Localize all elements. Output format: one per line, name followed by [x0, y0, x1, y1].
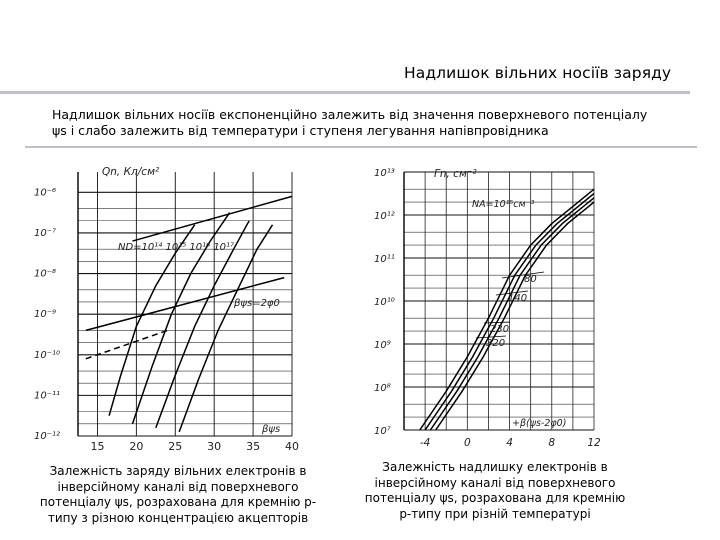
temperature-label: 230	[490, 324, 510, 335]
right-figure-caption: Залежність надлишку електронів в інверсійному каналі від поверхневого потенціалу ψs, розрахована для кремнію р-типу при різній температурі	[364, 460, 626, 521]
x-tick-label: 0	[463, 437, 471, 449]
y-tick-label: 10¹⁰	[374, 297, 395, 308]
y-tick-label: 10⁻⁹	[34, 309, 57, 321]
intro-divider	[25, 146, 697, 148]
na-legend-label: NA=10¹⁵см⁻³	[472, 199, 535, 210]
y-tick-label: 10¹²	[374, 211, 395, 222]
grid	[404, 172, 594, 430]
curve-temp-320	[436, 202, 594, 430]
x-tick-label: 40	[285, 440, 299, 453]
left-figure-caption: Залежність заряду вільних електронів в інверсійному каналі від поверхневого потенціалу ψs, розрахована для кремнію р-типу з різною концентрацією акцепторів	[39, 464, 317, 525]
x-tick-label: -4	[419, 437, 431, 449]
y-tick-label: 10⁸	[374, 383, 391, 394]
temperature-label: 140	[508, 293, 528, 304]
y-tick-label: 10⁹	[374, 340, 391, 351]
y-tick-label: 10¹¹	[374, 254, 395, 265]
x-tick-label: 8	[548, 437, 556, 449]
y-tick-label: 10⁻¹²	[34, 431, 61, 442]
x-tick-label: 4	[506, 437, 513, 449]
y-tick-label: 10⁻¹¹	[34, 390, 61, 402]
curve-temp-230	[430, 198, 594, 430]
x-tick-label: 35	[246, 440, 261, 453]
y-tick-label: 10⁻¹⁰	[34, 349, 61, 361]
y-tick-label: 10⁻⁸	[34, 268, 57, 280]
y-tick-label: 10⁻⁷	[34, 227, 57, 239]
title-divider	[0, 91, 690, 94]
charge-vs-potential-chart	[30, 158, 330, 460]
y-axis-label: Qn, Кл/см²	[102, 166, 160, 178]
y-tick-label: 10⁷	[374, 426, 391, 437]
y-tick-label: 10¹³	[374, 168, 395, 179]
y-axis-label: Γn, см⁻²	[434, 168, 477, 180]
x-tick-label: 15	[90, 440, 105, 453]
threshold-annotation: βψs=2φ0	[234, 298, 280, 309]
x-tick-label: 30	[207, 440, 222, 453]
temperature-label: 320	[486, 338, 506, 349]
x-tick-label: 20	[129, 440, 144, 453]
temperature-leader-line	[484, 322, 510, 323]
x-axis-label: +β(ψs-2φ0)	[512, 418, 567, 429]
x-axis-label: βψs	[262, 424, 281, 435]
page-title: Надлишок вільних носіїв заряду	[404, 64, 672, 82]
excess-electrons-chart	[372, 160, 608, 452]
temperature-label: 80	[524, 274, 537, 285]
reference-line-2	[132, 196, 292, 241]
y-tick-label: 10⁻⁶	[34, 187, 57, 199]
nd-legend-label: ND=10¹⁴ 10¹⁵ 10¹⁶ 10¹⁷	[118, 242, 235, 253]
x-tick-label: 12	[587, 437, 601, 449]
intro-paragraph: Надлишок вільних носіїв експоненційно залежить від значення поверхневого потенціалу ψs і слабо залежить від температури і ступеня легування напівпровідника	[52, 107, 648, 138]
x-tick-label: 25	[168, 440, 183, 453]
